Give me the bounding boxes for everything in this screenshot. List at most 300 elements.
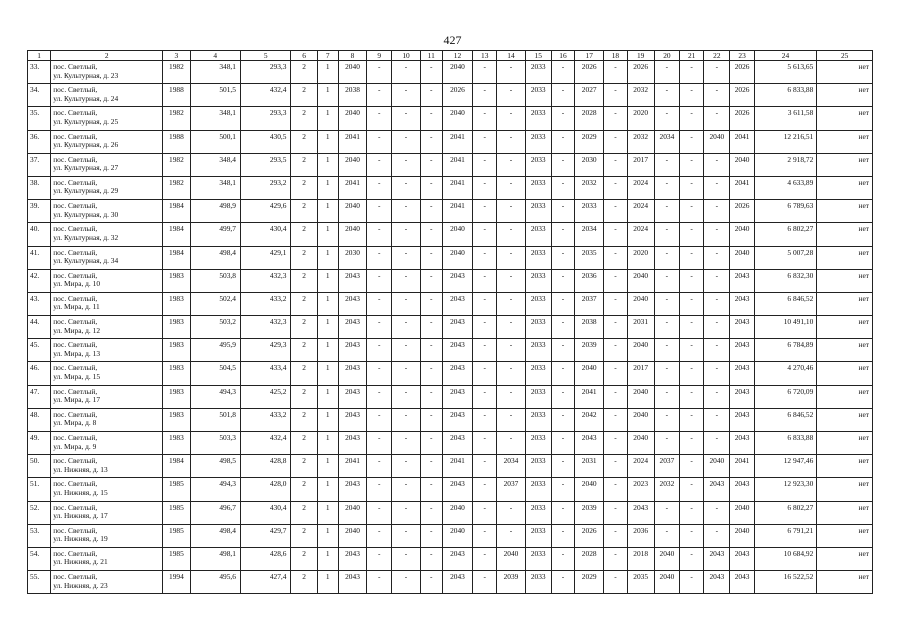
cell-col-4: 498,1 [190, 547, 240, 570]
cell-col-15: 2033 [525, 501, 551, 524]
cell-col-16: - [551, 316, 574, 339]
cell-col-3: 1985 [163, 478, 190, 501]
cell-col-14: - [497, 107, 525, 130]
cell-col-14: - [497, 246, 525, 269]
cell-col-23: 2043 [730, 547, 754, 570]
cell-col-6: 2 [291, 153, 317, 176]
cell-col-20: - [654, 316, 679, 339]
cell-col-10: - [392, 153, 420, 176]
cell-col-24: 10 684,92 [754, 547, 817, 570]
cell-col-24: 6 789,63 [754, 200, 817, 223]
cell-col-10: - [392, 246, 420, 269]
cell-col-23: 2040 [730, 501, 754, 524]
cell-col-22: - [704, 339, 730, 362]
cell-col-13: - [473, 432, 497, 455]
cell-col-8: 2030 [338, 246, 366, 269]
cell-col-17: 2041 [575, 385, 604, 408]
cell-col-5: 433,2 [240, 292, 290, 315]
address-street: ул. Культурная, д. 34 [53, 256, 119, 265]
cell-col-18: - [604, 269, 627, 292]
cell-col-20: 2034 [654, 130, 679, 153]
cell-col-25: нет [817, 292, 873, 315]
cell-col-19: 2040 [627, 339, 654, 362]
address-settlement: пос. Светлый, [53, 548, 98, 558]
cell-col-12: 2043 [442, 362, 472, 385]
address-settlement: пос. Светлый, [53, 108, 98, 118]
cell-col-18: - [604, 107, 627, 130]
cell-col-5: 432,3 [240, 269, 290, 292]
cell-col-20: - [654, 107, 679, 130]
cell-col-20: - [654, 292, 679, 315]
cell-col-16: - [551, 107, 574, 130]
row-number: 46. [28, 362, 51, 385]
cell-col-8: 2040 [338, 153, 366, 176]
cell-col-11: - [420, 432, 442, 455]
cell-col-5: 293,5 [240, 153, 290, 176]
cell-col-23: 2026 [730, 200, 754, 223]
address-cell [51, 408, 163, 431]
row-number: 50. [28, 455, 51, 478]
address-cell [51, 292, 163, 315]
address-street: ул. Мира, д. 12 [53, 325, 101, 335]
cell-col-6: 2 [291, 316, 317, 339]
cell-col-16: - [551, 455, 574, 478]
address-cell [51, 176, 163, 199]
cell-col-4: 348,1 [190, 107, 240, 130]
address-street: ул. Нижняя, д. 23 [53, 580, 108, 590]
cell-col-3: 1983 [163, 408, 190, 431]
cell-col-6: 2 [291, 176, 317, 199]
cell-col-11: - [420, 524, 442, 547]
cell-col-14: - [497, 292, 525, 315]
cell-col-6: 2 [291, 432, 317, 455]
cell-col-21: - [680, 223, 704, 246]
cell-col-25: нет [817, 385, 873, 408]
cell-col-22: - [704, 385, 730, 408]
cell-col-17: 2030 [575, 153, 604, 176]
cell-col-20: - [654, 432, 679, 455]
cell-col-4: 494,3 [190, 385, 240, 408]
table-row [28, 408, 873, 431]
cell-col-5: 433,4 [240, 362, 290, 385]
cell-col-7: 1 [317, 130, 338, 153]
cell-col-4: 501,8 [190, 408, 240, 431]
cell-col-25: нет [817, 316, 873, 339]
cell-col-6: 2 [291, 223, 317, 246]
cell-col-24: 6 802,27 [754, 501, 817, 524]
cell-col-15: 2033 [525, 385, 551, 408]
address-cell [51, 547, 163, 570]
cell-col-9: - [367, 432, 392, 455]
cell-col-5: 430,5 [240, 130, 290, 153]
row-number: 45. [28, 339, 51, 362]
address-settlement: пос. Светлый, [53, 317, 98, 327]
cell-col-8: 2040 [338, 107, 366, 130]
cell-col-19: 2024 [627, 200, 654, 223]
cell-col-15: 2033 [525, 269, 551, 292]
cell-col-22: 2043 [704, 547, 730, 570]
row-number: 51. [28, 478, 51, 501]
row-number: 47. [28, 385, 51, 408]
cell-col-6: 2 [291, 292, 317, 315]
cell-col-24: 12 923,30 [754, 478, 817, 501]
cell-col-20: - [654, 408, 679, 431]
cell-col-3: 1984 [163, 200, 190, 223]
cell-col-10: - [392, 84, 420, 107]
cell-col-13: - [473, 316, 497, 339]
cell-col-15: 2033 [525, 292, 551, 315]
cell-col-21: - [680, 362, 704, 385]
cell-col-11: - [420, 408, 442, 431]
cell-col-18: - [604, 339, 627, 362]
cell-col-22: 2040 [704, 130, 730, 153]
cell-col-9: - [367, 130, 392, 153]
cell-col-15: 2033 [525, 153, 551, 176]
cell-col-10: - [392, 292, 420, 315]
cell-col-22: - [704, 292, 730, 315]
cell-col-5: 428,6 [240, 547, 290, 570]
cell-col-5: 430,4 [240, 223, 290, 246]
column-header-13: 13 [473, 51, 497, 61]
cell-col-18: - [604, 362, 627, 385]
column-header-10: 10 [392, 51, 420, 61]
cell-col-14: - [497, 61, 525, 84]
cell-col-9: - [367, 362, 392, 385]
cell-col-18: - [604, 246, 627, 269]
address-street: ул. Мира, д. 8 [53, 418, 97, 428]
cell-col-6: 2 [291, 269, 317, 292]
cell-col-7: 1 [317, 292, 338, 315]
cell-col-17: 2029 [575, 130, 604, 153]
cell-col-21: - [680, 385, 704, 408]
cell-col-17: 2032 [575, 176, 604, 199]
table-row [28, 571, 873, 594]
cell-col-13: - [473, 61, 497, 84]
cell-col-7: 1 [317, 385, 338, 408]
address-cell [51, 246, 163, 269]
row-number: 48. [28, 408, 51, 431]
cell-col-4: 348,1 [190, 176, 240, 199]
cell-col-7: 1 [317, 200, 338, 223]
cell-col-25: нет [817, 130, 873, 153]
cell-col-7: 1 [317, 107, 338, 130]
cell-col-10: - [392, 547, 420, 570]
row-number: 43. [28, 292, 51, 315]
address-cell [51, 524, 163, 547]
table-row [28, 292, 873, 315]
cell-col-17: 2026 [575, 61, 604, 84]
cell-col-14: 2034 [497, 455, 525, 478]
row-number: 39. [28, 200, 51, 223]
cell-col-20: - [654, 501, 679, 524]
address-settlement: пос. Светлый, [53, 456, 98, 466]
address-cell [51, 385, 163, 408]
cell-col-21: - [680, 107, 704, 130]
cell-col-9: - [367, 246, 392, 269]
cell-col-7: 1 [317, 547, 338, 570]
address-settlement: пос. Светлый, [53, 340, 98, 350]
cell-col-23: 2043 [730, 478, 754, 501]
cell-col-19: 2036 [627, 524, 654, 547]
cell-col-10: - [392, 362, 420, 385]
cell-col-17: 2039 [575, 339, 604, 362]
cell-col-6: 2 [291, 61, 317, 84]
cell-col-13: - [473, 153, 497, 176]
cell-col-25: нет [817, 524, 873, 547]
cell-col-21: - [680, 176, 704, 199]
cell-col-20: - [654, 176, 679, 199]
cell-col-11: - [420, 153, 442, 176]
cell-col-14: - [497, 432, 525, 455]
cell-col-10: - [392, 269, 420, 292]
address-cell [51, 61, 163, 84]
cell-col-8: 2041 [338, 130, 366, 153]
cell-col-10: - [392, 223, 420, 246]
cell-col-15: 2033 [525, 432, 551, 455]
column-header-2: 2 [51, 51, 163, 61]
cell-col-9: - [367, 176, 392, 199]
row-number: 36. [28, 130, 51, 153]
cell-col-21: - [680, 571, 704, 594]
cell-col-9: - [367, 84, 392, 107]
cell-col-7: 1 [317, 84, 338, 107]
cell-col-25: нет [817, 84, 873, 107]
cell-col-12: 2043 [442, 571, 472, 594]
cell-col-14: - [497, 501, 525, 524]
cell-col-10: - [392, 130, 420, 153]
cell-col-7: 1 [317, 524, 338, 547]
cell-col-12: 2040 [442, 223, 472, 246]
cell-col-3: 1983 [163, 316, 190, 339]
address-street: ул. Нижняя, д. 17 [53, 511, 108, 521]
cell-col-10: - [392, 107, 420, 130]
cell-col-11: - [420, 176, 442, 199]
cell-col-5: 432,3 [240, 316, 290, 339]
cell-col-23: 2040 [730, 153, 754, 176]
cell-col-24: 4 633,89 [754, 176, 817, 199]
cell-col-3: 1983 [163, 339, 190, 362]
cell-col-19: 2031 [627, 316, 654, 339]
cell-col-12: 2026 [442, 84, 472, 107]
cell-col-18: - [604, 385, 627, 408]
cell-col-15: 2033 [525, 107, 551, 130]
cell-col-17: 2037 [575, 292, 604, 315]
cell-col-4: 494,3 [190, 478, 240, 501]
cell-col-11: - [420, 84, 442, 107]
cell-col-25: нет [817, 362, 873, 385]
cell-col-14: - [497, 408, 525, 431]
cell-col-19: 2026 [627, 61, 654, 84]
column-header-9: 9 [367, 51, 392, 61]
cell-col-3: 1994 [163, 571, 190, 594]
cell-col-16: - [551, 153, 574, 176]
cell-col-18: - [604, 547, 627, 570]
cell-col-11: - [420, 292, 442, 315]
cell-col-3: 1982 [163, 176, 190, 199]
cell-col-14: - [497, 200, 525, 223]
address-cell [51, 130, 163, 153]
address-settlement: пос. Светлый, [53, 201, 98, 211]
cell-col-18: - [604, 316, 627, 339]
cell-col-25: нет [817, 107, 873, 130]
cell-col-8: 2043 [338, 385, 366, 408]
cell-col-24: 6 833,88 [754, 84, 817, 107]
cell-col-17: 2028 [575, 107, 604, 130]
cell-col-8: 2043 [338, 571, 366, 594]
cell-col-24: 4 270,46 [754, 362, 817, 385]
cell-col-25: нет [817, 246, 873, 269]
cell-col-24: 5 007,28 [754, 246, 817, 269]
cell-col-23: 2043 [730, 408, 754, 431]
cell-col-15: 2033 [525, 246, 551, 269]
cell-col-25: нет [817, 339, 873, 362]
cell-col-4: 495,9 [190, 339, 240, 362]
cell-col-10: - [392, 432, 420, 455]
address-street: ул. Культурная, д. 29 [53, 186, 119, 196]
column-header-14: 14 [497, 51, 525, 61]
cell-col-5: 429,7 [240, 524, 290, 547]
column-header-19: 19 [627, 51, 654, 61]
table-row [28, 547, 873, 570]
cell-col-8: 2040 [338, 200, 366, 223]
row-number: 34. [28, 84, 51, 107]
cell-col-22: - [704, 246, 730, 269]
cell-col-25: нет [817, 61, 873, 84]
table-row [28, 107, 873, 130]
cell-col-7: 1 [317, 153, 338, 176]
cell-col-8: 2043 [338, 292, 366, 315]
address-street: ул. Нижняя, д. 21 [53, 557, 108, 567]
address-street: ул. Культурная, д. 26 [53, 140, 119, 150]
cell-col-22: - [704, 501, 730, 524]
cell-col-7: 1 [317, 455, 338, 478]
table-row [28, 84, 873, 107]
cell-col-17: 2027 [575, 84, 604, 107]
cell-col-21: - [680, 269, 704, 292]
cell-col-14: 2039 [497, 571, 525, 594]
cell-col-11: - [420, 501, 442, 524]
cell-col-9: - [367, 269, 392, 292]
address-settlement: пос. Светлый, [53, 386, 98, 396]
column-header-7: 7 [317, 51, 338, 61]
cell-col-10: - [392, 61, 420, 84]
address-street: ул. Мира, д. 9 [53, 441, 97, 451]
address-street: ул. Культурная, д. 25 [53, 116, 119, 126]
cell-col-3: 1983 [163, 385, 190, 408]
address-street: ул. Мира, д. 17 [53, 395, 101, 405]
address-street: ул. Культурная, д. 23 [53, 70, 119, 80]
cell-col-15: 2033 [525, 339, 551, 362]
cell-col-3: 1988 [163, 130, 190, 153]
cell-col-11: - [420, 362, 442, 385]
table-row [28, 61, 873, 84]
cell-col-6: 2 [291, 339, 317, 362]
cell-col-8: 2038 [338, 84, 366, 107]
cell-col-10: - [392, 385, 420, 408]
cell-col-17: 2035 [575, 246, 604, 269]
cell-col-14: 2040 [497, 547, 525, 570]
cell-col-14: - [497, 316, 525, 339]
cell-col-13: - [473, 269, 497, 292]
cell-col-7: 1 [317, 432, 338, 455]
cell-col-3: 1988 [163, 84, 190, 107]
column-header-17: 17 [575, 51, 604, 61]
address-cell [51, 316, 163, 339]
cell-col-11: - [420, 571, 442, 594]
column-header-18: 18 [604, 51, 627, 61]
cell-col-8: 2040 [338, 501, 366, 524]
cell-col-12: 2040 [442, 501, 472, 524]
cell-col-22: - [704, 223, 730, 246]
cell-col-15: 2033 [525, 176, 551, 199]
cell-col-15: 2033 [525, 408, 551, 431]
cell-col-5: 429,1 [240, 246, 290, 269]
cell-col-13: - [473, 408, 497, 431]
address-cell [51, 432, 163, 455]
cell-col-16: - [551, 269, 574, 292]
column-header-22: 22 [704, 51, 730, 61]
cell-col-17: 2026 [575, 524, 604, 547]
cell-col-8: 2043 [338, 339, 366, 362]
address-cell [51, 223, 163, 246]
cell-col-14: - [497, 339, 525, 362]
cell-col-24: 6 802,27 [754, 223, 817, 246]
cell-col-19: 2040 [627, 269, 654, 292]
row-number: 35. [28, 107, 51, 130]
cell-col-21: - [680, 246, 704, 269]
cell-col-8: 2043 [338, 269, 366, 292]
cell-col-22: - [704, 153, 730, 176]
cell-col-20: - [654, 524, 679, 547]
cell-col-23: 2043 [730, 339, 754, 362]
address-street: ул. Нижняя, д. 19 [53, 534, 108, 544]
cell-col-9: - [367, 61, 392, 84]
cell-col-10: - [392, 524, 420, 547]
cell-col-6: 2 [291, 524, 317, 547]
cell-col-9: - [367, 292, 392, 315]
cell-col-23: 2040 [730, 524, 754, 547]
row-number: 42. [28, 269, 51, 292]
cell-col-25: нет [817, 547, 873, 570]
address-settlement: пос. Светлый, [53, 270, 98, 280]
cell-col-23: 2043 [730, 432, 754, 455]
cell-col-11: - [420, 385, 442, 408]
cell-col-3: 1985 [163, 524, 190, 547]
cell-col-9: - [367, 547, 392, 570]
cell-col-13: - [473, 107, 497, 130]
cell-col-5: 432,4 [240, 84, 290, 107]
cell-col-17: 2033 [575, 200, 604, 223]
cell-col-3: 1985 [163, 547, 190, 570]
cell-col-4: 503,8 [190, 269, 240, 292]
cell-col-22: 2043 [704, 478, 730, 501]
cell-col-21: - [680, 501, 704, 524]
cell-col-8: 2043 [338, 432, 366, 455]
cell-col-6: 2 [291, 362, 317, 385]
cell-col-13: - [473, 84, 497, 107]
address-street: ул. Культурная, д. 27 [53, 163, 119, 173]
cell-col-14: - [497, 130, 525, 153]
cell-col-12: 2040 [442, 246, 472, 269]
cell-col-17: 2038 [575, 316, 604, 339]
cell-col-4: 348,1 [190, 61, 240, 84]
address-street: ул. Мира, д. 10 [53, 279, 101, 289]
cell-col-15: 2033 [525, 455, 551, 478]
cell-col-21: - [680, 524, 704, 547]
cell-col-7: 1 [317, 176, 338, 199]
table-row [28, 455, 873, 478]
table-row [28, 501, 873, 524]
